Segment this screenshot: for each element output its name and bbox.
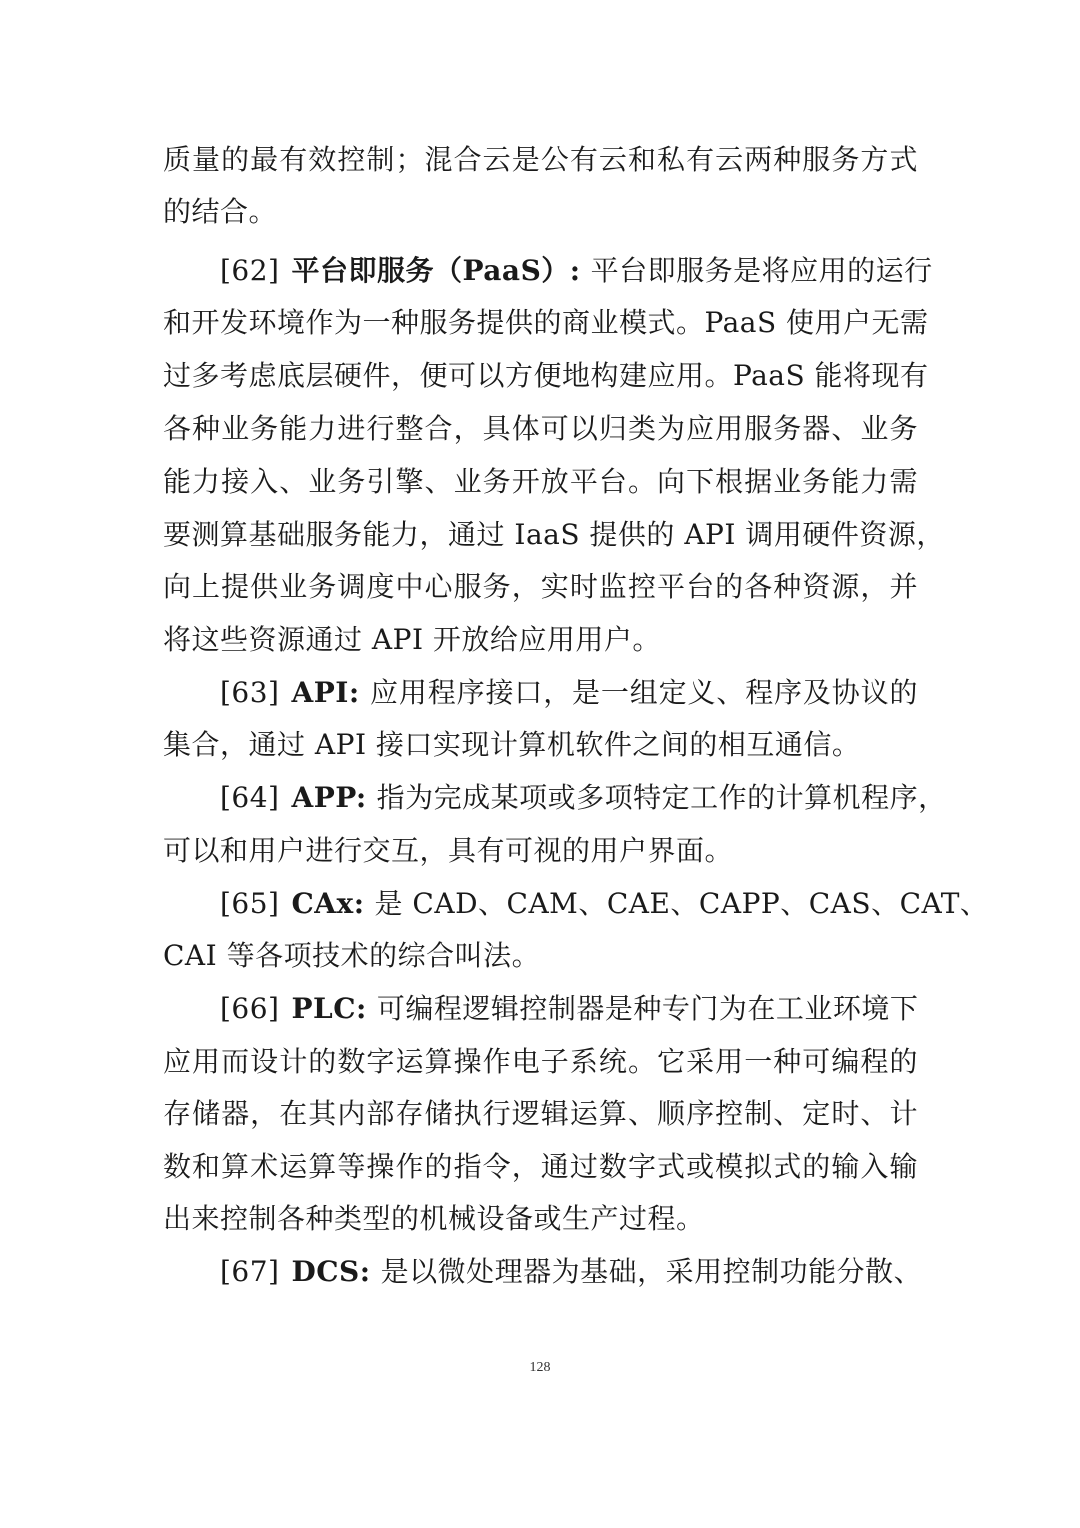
text-line: 的结合。 bbox=[163, 195, 278, 228]
text-line: 过多考虑底层硬件，便可以方便地构建应用。PaaS 能将现有 bbox=[163, 359, 929, 392]
entry-term: DCS: bbox=[291, 1255, 371, 1288]
entry-term: PLC: bbox=[291, 992, 367, 1025]
text-line: 应用而设计的数字运算操作电子系统。它采用一种可编程的 bbox=[163, 1045, 918, 1078]
entry-65 bbox=[220, 878, 989, 930]
page-number: 128 bbox=[529, 1360, 551, 1375]
entry-number: [66] bbox=[220, 992, 280, 1025]
entry-66 bbox=[220, 983, 918, 1035]
entry-62 bbox=[220, 245, 933, 297]
entry-text: 是 CAD、CAM、CAE、CAPP、CAS、CAT、 bbox=[374, 887, 989, 920]
entry-number: [63] bbox=[220, 676, 280, 709]
entry-67 bbox=[220, 1246, 923, 1298]
text-line: 能力接入、业务引擎、业务开放平台。向下根据业务能力需 bbox=[163, 465, 918, 498]
entry-text: 应用程序接口，是一组定义、程序及协议的 bbox=[369, 676, 918, 709]
text-line: 向上提供业务调度中心服务，实时监控平台的各种资源，并 bbox=[163, 570, 918, 603]
text-line: 存储器，在其内部存储执行逻辑运算、顺序控制、定时、计 bbox=[163, 1097, 918, 1130]
text-line: 集合，通过 API 接口实现计算机软件之间的相互通信。 bbox=[163, 728, 861, 761]
text-line: 和开发环境作为一种服务提供的商业模式。PaaS 使用户无需 bbox=[163, 306, 929, 339]
entry-64 bbox=[220, 772, 947, 824]
text-line: 可以和用户进行交互，具有可视的用户界面。 bbox=[163, 834, 734, 867]
entry-text: 平台即服务是将应用的运行 bbox=[590, 254, 933, 287]
text-line: 要测算基础服务能力，通过 IaaS 提供的 API 调用硬件资源， bbox=[163, 518, 945, 551]
entry-term: APP: bbox=[291, 781, 367, 814]
entry-number: [62] bbox=[220, 254, 280, 287]
entry-term: CAx: bbox=[291, 887, 365, 920]
entry-term: API: bbox=[291, 676, 360, 709]
entry-text: 指为完成某项或多项特定工作的计算机程序， bbox=[376, 781, 947, 814]
text-line: 质量的最有效控制；混合云是公有云和私有云两种服务方式 bbox=[163, 143, 918, 176]
entry-text: 可编程逻辑控制器是种专门为在工业环境下 bbox=[376, 992, 919, 1025]
text-line: 将这些资源通过 API 开放给应用用户。 bbox=[163, 623, 661, 656]
entry-63 bbox=[220, 667, 918, 719]
text-line: 各种业务能力进行整合，具体可以归类为应用服务器、业务 bbox=[163, 412, 918, 445]
entry-number: [65] bbox=[220, 887, 280, 920]
entry-term: 平台即服务（PaaS）: bbox=[291, 254, 581, 287]
entry-number: [67] bbox=[220, 1255, 280, 1288]
text-line: 出来控制各种类型的机械设备或生产过程。 bbox=[163, 1202, 705, 1235]
entry-text: 是以微处理器为基础，采用控制功能分散、 bbox=[380, 1255, 923, 1288]
text-line: CAI 等各项技术的综合叫法。 bbox=[163, 939, 541, 972]
entry-number: [64] bbox=[220, 781, 280, 814]
text-line: 数和算术运算等操作的指令，通过数字式或模拟式的输入输 bbox=[163, 1150, 918, 1183]
